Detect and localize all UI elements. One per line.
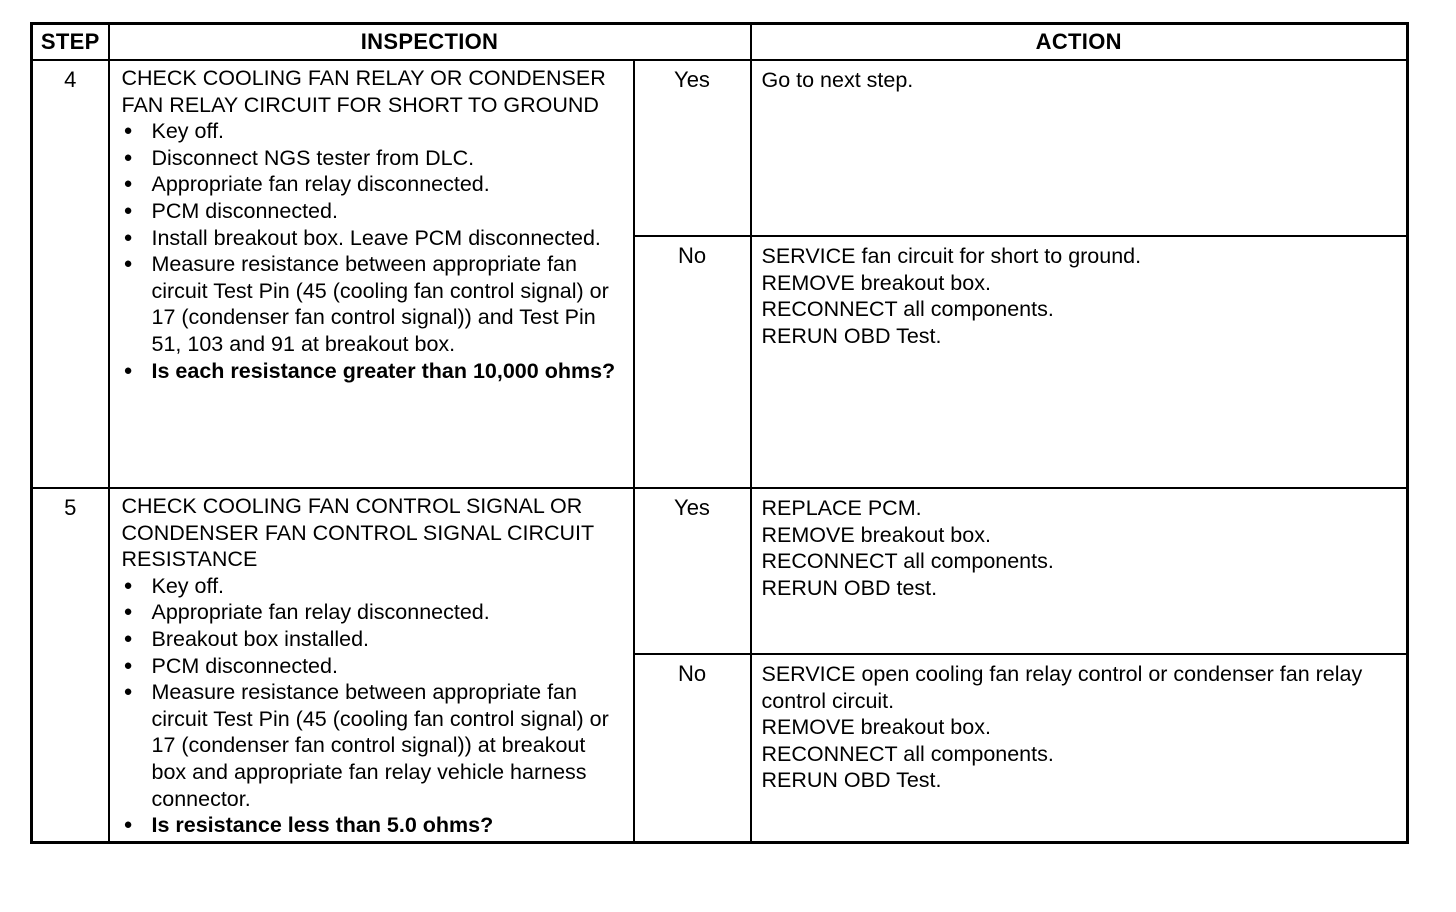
inspection-list [122,573,625,839]
inspection-cell [109,60,634,488]
action-line: RERUN OBD Test. [761,323,942,348]
action-line: Go to next step. [761,68,914,92]
result-label: No [634,236,751,488]
action-line: RERUN OBD test. [761,575,938,600]
action-cell [751,654,1408,842]
inspection-question: ● Is resistance less than 5.0 ohms? [122,812,625,839]
action-line: REPLACE PCM. [761,496,922,520]
list-item: ● Disconnect NGS tester from DLC. [122,145,625,172]
action-header: ACTION [751,24,1408,61]
list-item: ● Measure resistance between appropriate fan circuit Test Pin (45 (cooling fan control signal) or 17 (condenser fan control signal)) at breakout box and appropriate fan relay vehicle harness connector. [122,679,625,812]
inspection-header: INSPECTION [109,24,751,61]
list-item: ● Appropriate fan relay disconnected. [122,171,625,198]
action-cell [751,60,1408,236]
action-line: SERVICE fan circuit for short to ground. [761,244,1142,268]
action-line: REMOVE breakout box. [761,715,991,740]
list-item: ● Breakout box installed. [122,626,625,653]
list-item: ● PCM disconnected. [122,198,625,225]
result-label: No [634,654,751,842]
inspection-question: ● Is each resistance greater than 10,000 ohms? [122,358,625,385]
inspection-cell [109,488,634,842]
action-line: REMOVE breakout box. [761,270,991,295]
action-line: SERVICE open cooling fan relay control or condenser fan relay control circuit. [761,661,1363,713]
action-line: REMOVE breakout box. [761,522,991,547]
list-item: ● Install breakout box. Leave PCM disconnected. [122,225,625,252]
action-line: RECONNECT all components. [761,741,1054,766]
diagnostic-table [30,22,1409,844]
result-label: Yes [634,60,751,236]
inspection-title: CHECK COOLING FAN RELAY OR CONDENSER FAN RELAY CIRCUIT FOR SHORT TO GROUND [121,66,606,117]
step-header: STEP [32,24,109,61]
table-row [32,60,1408,236]
list-item: ● PCM disconnected. [122,653,625,680]
result-label: Yes [634,488,751,654]
action-cell [751,488,1408,654]
header-row [32,24,1408,61]
list-item: ● Measure resistance between appropriate fan circuit Test Pin (45 (cooling fan control signal) or 17 (condenser fan control signal)) and Test Pin 51, 103 and 91 at breakout box. [122,251,625,357]
action-line: RECONNECT all components. [761,549,1054,574]
step-number: 5 [32,488,109,842]
list-item: ● Key off. [122,118,625,145]
action-cell [751,236,1408,488]
action-line: RECONNECT all components. [761,297,1054,322]
action-line: RERUN OBD Test. [761,768,942,793]
list-item: ● Appropriate fan relay disconnected. [122,599,625,626]
table-row [32,488,1408,654]
list-item: ● Key off. [122,573,625,600]
inspection-list [122,118,625,384]
inspection-title: CHECK COOLING FAN CONTROL SIGNAL OR CONDENSER FAN CONTROL SIGNAL CIRCUIT RESISTANCE [121,494,594,572]
step-number: 4 [32,60,109,488]
